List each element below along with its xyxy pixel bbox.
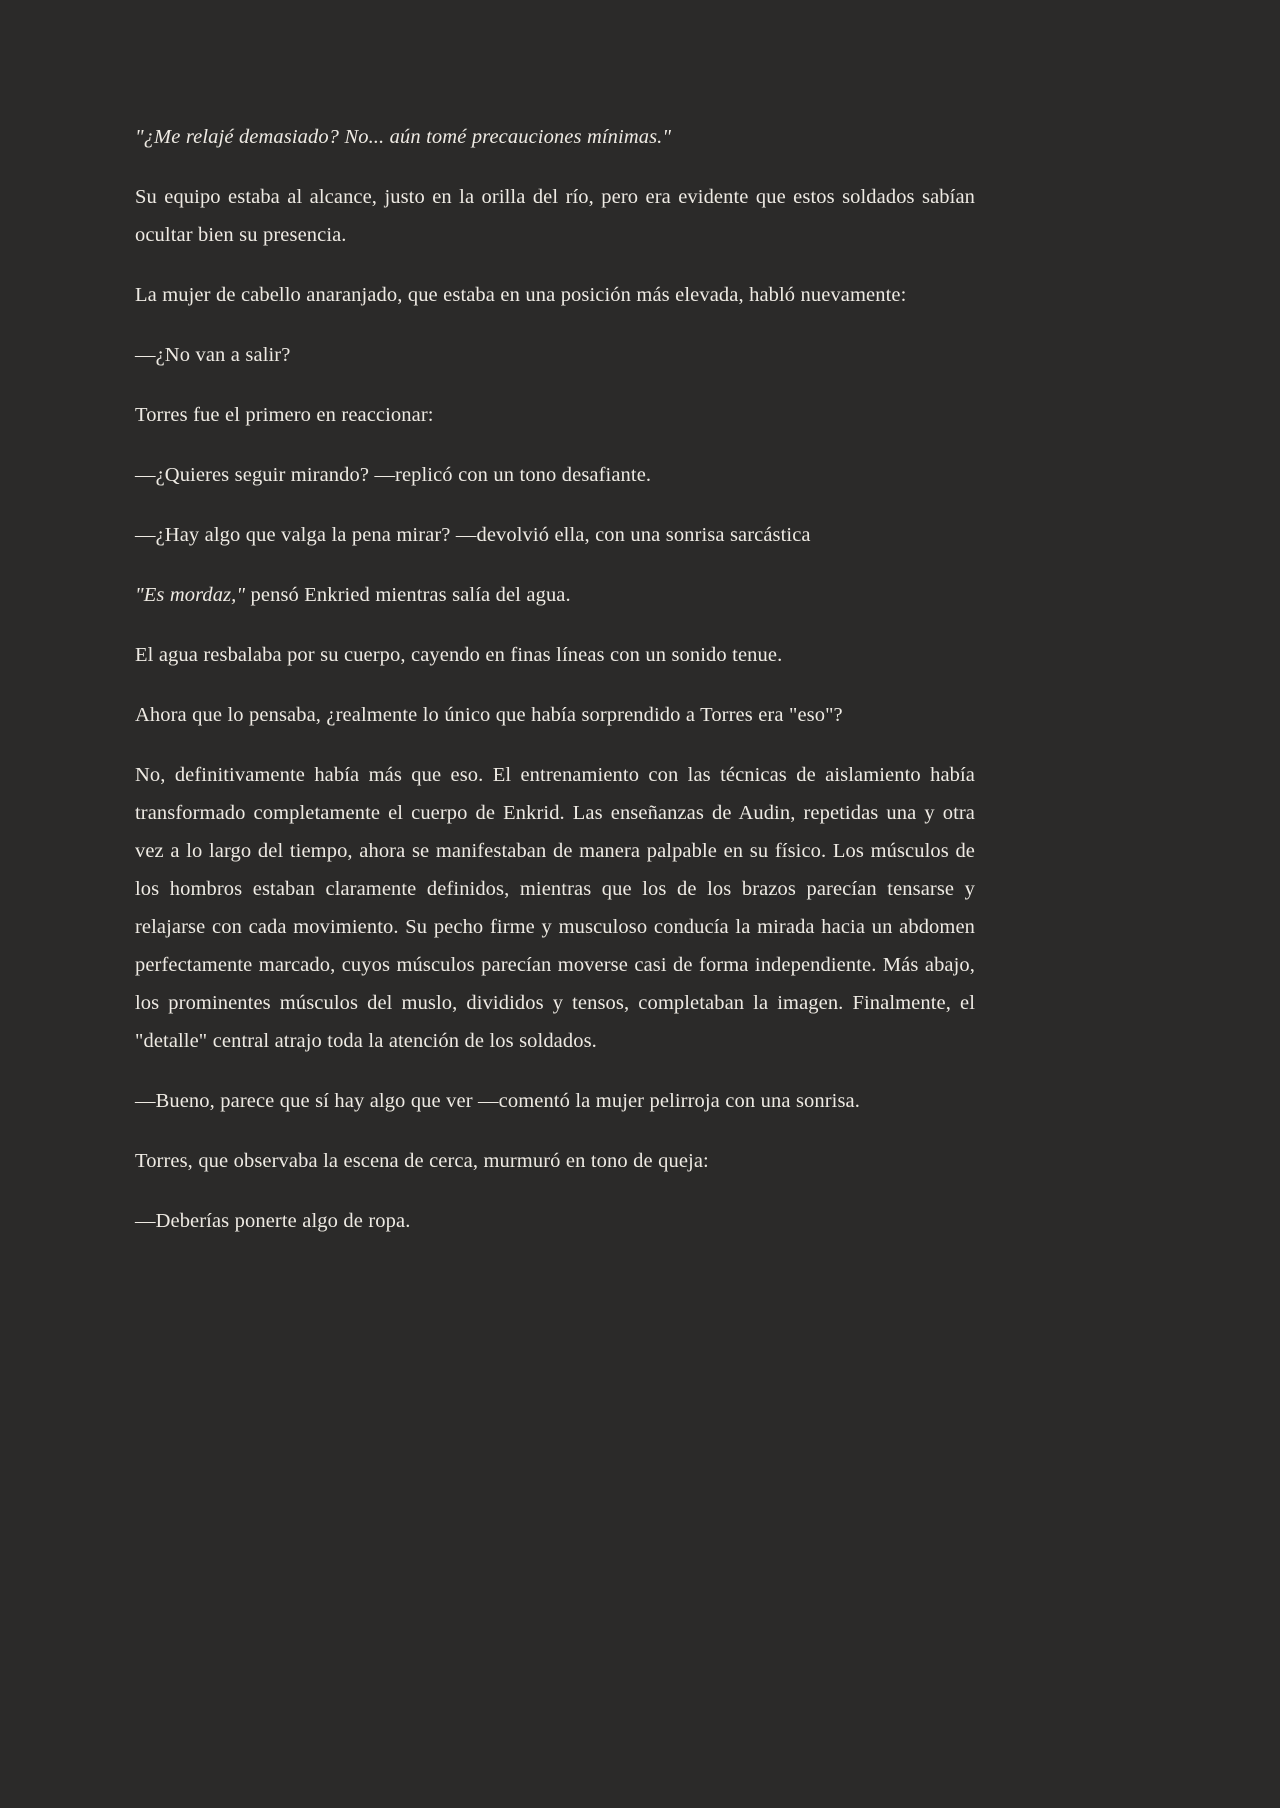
paragraph-torres-reacciona: Torres fue el primero en reaccionar:	[135, 404, 434, 426]
dialogue-hay-algo-que-valga: —¿Hay algo que valga la pena mirar? —devolvió ella, con una sonrisa sarcástica	[135, 524, 811, 546]
dialogue-no-van-a-salir: —¿No van a salir?	[135, 344, 291, 366]
paragraph-torres-murmuro: Torres, que observaba la escena de cerca, murmuró en tono de queja:	[135, 1150, 709, 1172]
text-column	[135, 118, 975, 1240]
paragraph-entrenamiento-descripcion: No, definitivamente había más que eso. El entrenamiento con las técnicas de aislamiento había transformado completamente el cuerpo de Enkrid. Las enseñanzas de Audin, repetidas una y otra vez a lo largo del tiempo, ahora se manifestaban de manera palpable en su físico. Los músculos de los hombros estaban claramente definidos, mientras que los de los brazos parecían tensarse y relajarse con cada movimiento. Su pecho firme y musculoso conducía la mirada hacia un abdomen perfectamente marcado, cuyos músculos parecían moverse casi de forma independiente. Más abajo, los prominentes músculos del muslo, divididos y tensos, completaban la imagen. Finalmente, el "detalle" central atrajo toda la atención de los soldados.	[135, 764, 975, 1052]
paragraph-equipment: Su equipo estaba al alcance, justo en la orilla del río, pero era evidente que estos soldados sabían ocultar bien su presencia.	[135, 186, 975, 246]
paragraph-italic-quote: "¿Me relajé demasiado? No... aún tomé precauciones mínimas."	[135, 126, 672, 148]
paragraph-es-mordaz	[135, 576, 975, 614]
italic-thought: "Es mordaz,"	[135, 584, 246, 606]
paragraph-orange-haired-woman: La mujer de cabello anaranjado, que estaba en una posición más elevada, habló nuevamente:	[135, 284, 907, 306]
dialogue-deberias-ponerte-ropa: —Deberías ponerte algo de ropa.	[135, 1210, 411, 1232]
paragraph-el-agua-resbalaba: El agua resbalaba por su cuerpo, cayendo en finas líneas con un sonido tenue.	[135, 644, 783, 666]
paragraph-es-mordaz-rest: pensó Enkried mientras salía del agua.	[245, 584, 571, 606]
dialogue-bueno-parece-que-si: —Bueno, parece que sí hay algo que ver —comentó la mujer pelirroja con una sonrisa.	[135, 1090, 860, 1112]
paragraph-ahora-que-lo-pensaba: Ahora que lo pensaba, ¿realmente lo único que había sorprendido a Torres era "eso"?	[135, 704, 843, 726]
dialogue-quieres-seguir-mirando: —¿Quieres seguir mirando? —replicó con un tono desafiante.	[135, 464, 652, 486]
